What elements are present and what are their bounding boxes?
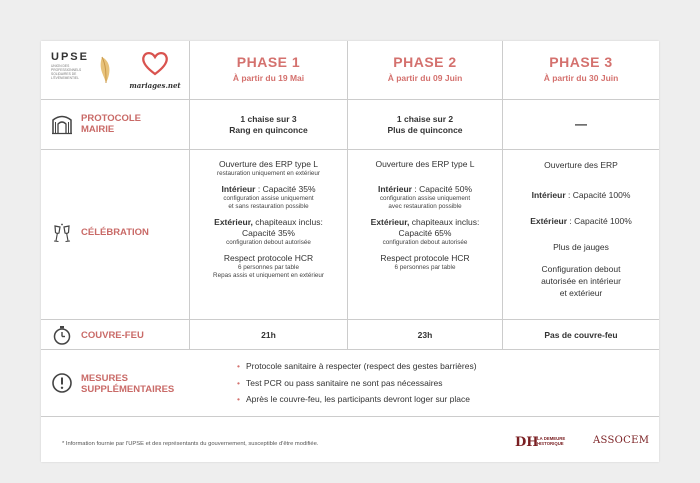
row-divider	[41, 416, 659, 417]
list-item: • Protocole sanitaire à respecter (respect des gestes barrières)	[237, 361, 477, 371]
celebration-phase-1: Ouverture des ERP type L restauration uniquement en extérieur Intérieur : Capacité 35% configuration assise uniquement et sans restauration possible Extérieur, chapiteaux inclus: Capacité 35% configuration debout autorisée Respect protocole HCR 6 personnes par table Repas assis et uniquement en extérieur	[213, 159, 324, 279]
mairie-phase-3: —	[575, 117, 587, 131]
list-item: • Après le couvre-feu, les participants devront loger sur place	[237, 394, 470, 404]
upse-logo: UPSE UNION DES PROFESSIONNELS SOLIDAIRES DE L'ÉVÈNEMENTIEL	[51, 51, 117, 93]
mairie-phase-2: 1 chaise sur 2 Plus de quinconce	[387, 114, 463, 135]
celebration-phase-2: Ouverture des ERP type L Intérieur : Capacité 50% configuration assise uniquement avec restauration possible Extérieur, chapiteaux inclus: Capacité 65% configuration debout autorisée Respect protocole HCR 6 personnes par table	[370, 159, 480, 271]
phase-3-header: PHASE 3 À partir du 30 Juin	[543, 54, 619, 83]
town-hall-icon	[51, 113, 73, 135]
stopwatch-icon	[51, 324, 73, 346]
exclamation-circle-icon	[51, 372, 73, 394]
demeure-historique-logo: DH LA DEMEURE HISTORIQUE	[515, 435, 566, 450]
row-label-mesures: MESURES SUPPLÉMENTAIRES	[41, 350, 186, 416]
couvre-feu-phase-1: 21h	[261, 330, 276, 340]
footnote: * Information fournie par l'UPSE et des représentants du gouvernement, susceptible d'être modifiée.	[62, 441, 319, 447]
row-label-protocole-mairie: PROTOCOLE MAIRIE	[41, 100, 186, 149]
heart-icon	[140, 49, 170, 77]
row-label-couvre-feu: COUVRE-FEU	[41, 320, 186, 349]
row-label-celebration: CÉLÉBRATION	[41, 150, 186, 319]
info-table-card	[41, 41, 659, 462]
couvre-feu-phase-3: Pas de couvre-feu	[544, 330, 618, 340]
list-item: • Test PCR ou pass sanitaire ne sont pas nécessaires	[237, 377, 443, 388]
couvre-feu-phase-2: 23h	[417, 330, 433, 340]
mesures-list	[237, 358, 477, 408]
phase-1-header: PHASE 1 À partir du 19 Mai	[232, 54, 305, 83]
celebration-phase-3: Ouverture des ERP Intérieur : Capacité 100% Extérieur : Capacité 100% Plus de jauges Configuration debout autorisée en intérieur et extérieur	[530, 160, 632, 298]
upse-emblem-icon	[96, 55, 114, 85]
champagne-glasses-icon	[51, 222, 73, 244]
phase-2-header: PHASE 2 À partir du 09 Juin	[387, 54, 463, 83]
mairie-phase-1: 1 chaise sur 3 Rang en quinconce	[229, 114, 308, 135]
mariages-net-logo: mariages.net	[127, 49, 183, 95]
assocem-logo: ASSOCEM	[593, 435, 650, 446]
